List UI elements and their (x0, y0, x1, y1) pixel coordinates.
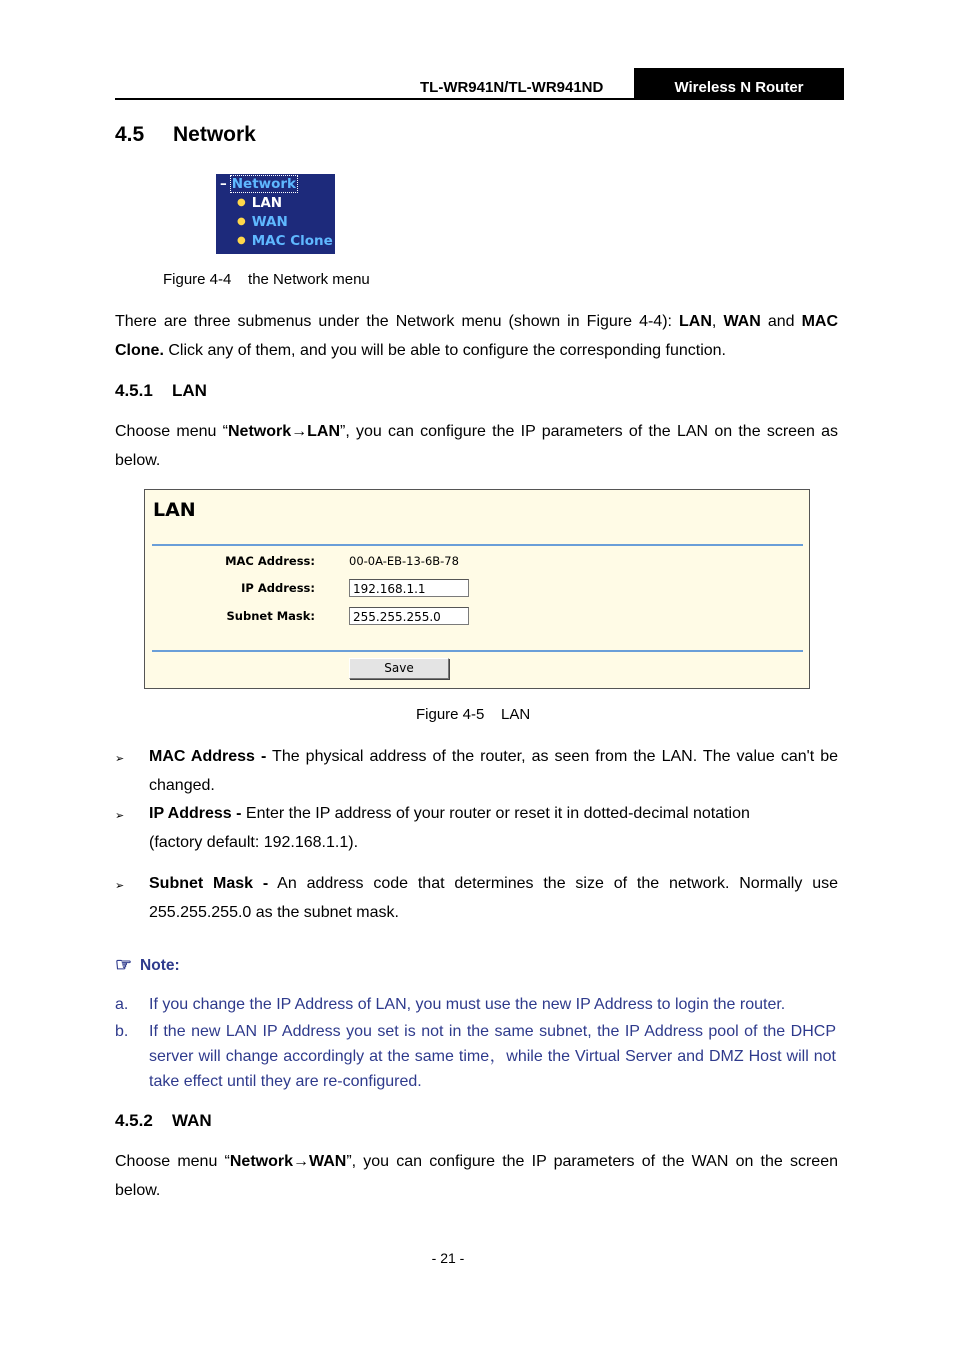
ip-address-input[interactable]: 192.168.1.1 (349, 579, 469, 597)
network-menu-title-label: Network (231, 176, 297, 192)
note-heading (115, 953, 180, 976)
network-menu-figure (216, 174, 335, 254)
network-menu-item-label: MAC Clone (251, 233, 333, 249)
note-item-label: b. (115, 1023, 129, 1040)
lan-intro-paragraph (115, 418, 838, 475)
lan-panel-bottom-rule (152, 650, 803, 652)
subsection-heading-lan (115, 381, 207, 401)
note-heading-label: Note: (140, 957, 180, 974)
intro-text: , (711, 313, 724, 330)
wan-intro-text: Choose menu “ (115, 1153, 230, 1170)
bullet-arrow-icon: ➢ (115, 880, 125, 892)
lan-menu-path: Network→LAN (227, 423, 340, 440)
header-product-label: Wireless N Router (634, 68, 844, 100)
bullet-dot-icon: ● (237, 197, 246, 208)
network-menu-item-wan[interactable] (237, 214, 288, 230)
ip-address-label: IP Address: (241, 581, 315, 595)
bullet-arrow-icon: ➢ (115, 810, 125, 822)
intro-text: Click any of them, and you will be able to configure the corresponding function. (163, 341, 726, 359)
bullet-ip-address (149, 800, 789, 857)
intro-wan-term: WAN (723, 313, 761, 330)
header-divider (115, 98, 844, 100)
intro-paragraph (115, 308, 838, 365)
note-item-label: a. (115, 996, 129, 1013)
section-number: 4.5 (115, 123, 145, 146)
figure-4-5-caption: Figure 4-5 LAN (416, 706, 531, 723)
intro-mac-clone-term: MAC Clone. (115, 313, 839, 359)
page-number: - 21 - (431, 1250, 465, 1266)
wan-menu-path: Network→WAN (229, 1153, 347, 1170)
collapse-icon: – (220, 176, 227, 192)
network-menu-item-label: LAN (251, 195, 283, 211)
subsection-heading-wan (115, 1111, 212, 1131)
subnet-mask-label: Subnet Mask: (226, 609, 315, 623)
bullet-term: Subnet Mask - (149, 875, 269, 892)
network-menu-item-label: WAN (251, 214, 288, 230)
lan-panel-title: LAN (153, 499, 196, 521)
subnet-mask-input[interactable]: 255.255.255.0 (349, 607, 469, 625)
subsection-number: 4.5.1 (115, 381, 153, 400)
lan-intro-text: Choose menu “ (115, 423, 228, 440)
bullet-dot-icon: ● (237, 216, 246, 227)
mac-address-label: MAC Address: (225, 554, 315, 568)
header-model: TL-WR941N/TL-WR941ND (420, 79, 604, 96)
subsection-title: LAN (172, 381, 207, 400)
bullet-text: The physical address of the router, as seen from the LAN. The value can't be changed. (149, 748, 838, 794)
intro-lan-term: LAN (679, 313, 712, 330)
pointing-hand-icon: ☞ (115, 955, 133, 976)
subsection-number: 4.5.2 (115, 1111, 153, 1130)
wan-intro-paragraph (115, 1148, 838, 1205)
bullet-term: IP Address - (149, 805, 242, 822)
network-menu-title[interactable] (220, 176, 298, 192)
section-title: Network (173, 123, 256, 146)
lan-intro-text: ”, you can configure the IP parameters of the LAN on the screen as below. (115, 423, 838, 469)
lan-settings-panel (144, 489, 810, 689)
subsection-title: WAN (172, 1111, 212, 1130)
intro-text: and (760, 313, 802, 330)
wan-intro-text: ”, you can configure the IP parameters of the WAN on the screen below. (115, 1153, 839, 1199)
bullet-arrow-icon: ➢ (115, 753, 125, 765)
bullet-subnet-mask (149, 870, 838, 927)
intro-text: There are three submenus under the Network menu (shown in Figure 4-4): (115, 313, 680, 330)
figure-4-4-caption: Figure 4-4 the Network menu (163, 271, 370, 288)
bullet-term: MAC Address - (149, 748, 267, 765)
note-item-text: If the new LAN IP Address you set is not in the same subnet, the IP Address pool of the DHCP server will change accordingly at the same time，while the Virtual Server and DMZ Host will not take effect until they are re-configured. (149, 1023, 837, 1090)
bullet-dot-icon: ● (237, 235, 246, 246)
section-heading (115, 123, 256, 147)
mac-address-value: 00-0A-EB-13-6B-78 (349, 554, 459, 568)
lan-panel-top-rule (152, 544, 803, 546)
save-button[interactable]: Save (349, 658, 449, 679)
bullet-mac-address (149, 743, 838, 800)
bullet-text: Enter the IP address of your router or reset it in dotted-decimal notation (factory default: 192.168.1.1). (149, 805, 750, 851)
bullet-text: An address code that determines the size of the network. Normally use 255.255.255.0 as the subnet mask. (149, 875, 838, 921)
note-item-text: If you change the IP Address of LAN, you must use the new IP Address to login the router. (149, 996, 786, 1013)
network-menu-item-mac-clone[interactable] (237, 233, 333, 249)
network-menu-item-lan[interactable] (237, 195, 282, 211)
